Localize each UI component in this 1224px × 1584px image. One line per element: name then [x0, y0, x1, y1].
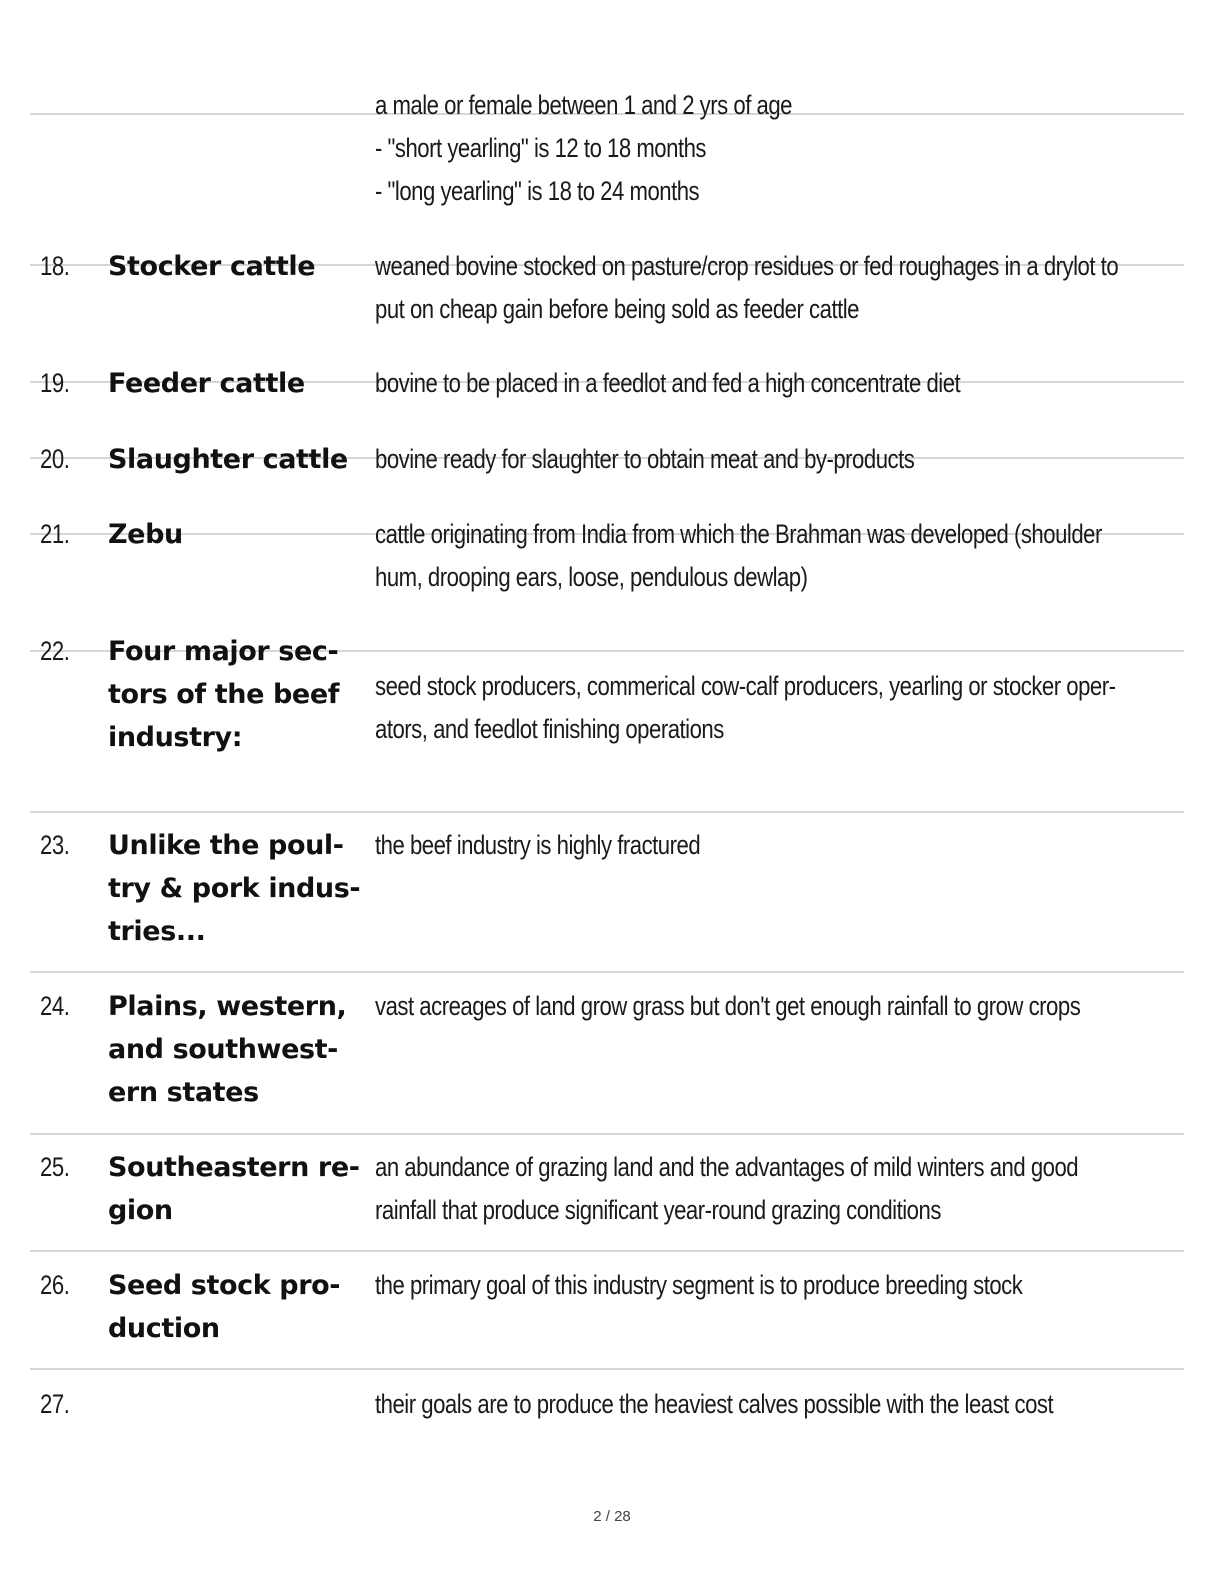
definition: vast acreages of land grow grass but don't get enough rainfall to grow crops [375, 991, 1081, 1021]
term: Slaughter cattle [108, 444, 348, 475]
entry-number: 27. [40, 1389, 70, 1419]
entry-number: 20. [40, 444, 70, 474]
term: Zebu [108, 519, 183, 550]
term: Plains, western, and southwest- ern states [108, 991, 347, 1108]
definition: bovine ready for slaughter to obtain meat and by-products [375, 444, 915, 474]
term: Four major sec- tors of the beef industry: [108, 636, 340, 753]
definition: the primary goal of this industry segment is to produce breeding stock [375, 1270, 1023, 1300]
term: Seed stock pro- duction [108, 1270, 341, 1344]
row-separator [30, 811, 1184, 813]
term: Southeastern re- gion [108, 1152, 360, 1226]
definition: their goals are to produce the heaviest calves possible with the least cost [375, 1389, 1054, 1419]
entry-number: 18. [40, 251, 70, 281]
entry-number: 19. [40, 368, 70, 398]
definition: a male or female between 1 and 2 yrs of age - "short yearling" is 12 to 18 months - "long yearling" is 18 to 24 months [375, 90, 792, 206]
row-separator [30, 1133, 1184, 1135]
definition: cattle originating from India from which the Brahman was developed (shoulder hum, drooping ears, loose, pendulous dewlap) [375, 519, 1102, 592]
definition: the beef industry is highly fractured [375, 830, 701, 860]
row-separator [30, 1368, 1184, 1370]
row-separator [30, 1250, 1184, 1252]
definition: bovine to be placed in a feedlot and fed a high concentrate diet [375, 368, 961, 398]
term: Stocker cattle [108, 251, 316, 282]
term: Feeder cattle [108, 368, 305, 399]
entry-number: 25. [40, 1152, 70, 1182]
definition: weaned bovine stocked on pasture/crop residues or fed roughages in a drylot to put on cheap gain before being sold as feeder cattle [375, 251, 1119, 324]
entry-number: 22. [40, 636, 70, 666]
definition: an abundance of grazing land and the advantages of mild winters and good rainfall that produce significant year-round grazing conditions [375, 1152, 1079, 1225]
row-separator [30, 971, 1184, 973]
term: Unlike the poul- try & pork indus- tries... [108, 830, 361, 947]
definition: seed stock producers, commerical cow-calf producers, yearling or stocker oper- ators, and feedlot finishing operations [375, 671, 1116, 744]
entry-number: 26. [40, 1270, 70, 1300]
page-number: 2 / 28 [593, 1508, 631, 1525]
entry-number: 21. [40, 519, 70, 549]
entry-number: 23. [40, 830, 70, 860]
entry-number: 24. [40, 991, 70, 1021]
